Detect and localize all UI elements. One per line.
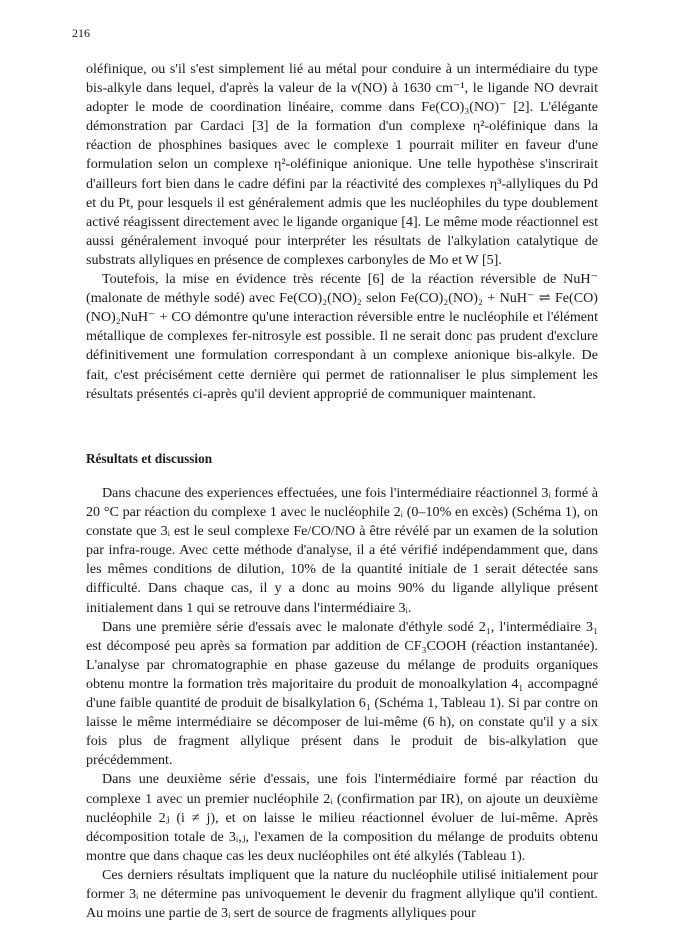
paragraph: Dans une première série d'essais avec le malonate d'éthyle sodé 2₁, l'intermédiaire 3₁ est décomposé peu après sa formation par addition de CF₃COOH (réaction instantanée). L'analyse par chromatographie en phase gazeuse du mélange de produits organiques obtenu montre la formation très majoritaire du produit de monoalkylation 4₁ accompagné d'une faible quantité de produit de bisalkylation 6₁ (Schéma 1, Tableau 1). Si par contre on laisse le même intermédiaire se décomposer de lui-même (6 h), on constate qu'il y a six fois plus de fragment allylique présent dans le produit de bis-alkylation que précédemment. [86,618,598,769]
paragraph: oléfinique, ou s'il s'est simplement lié au métal pour conduire à un intermédiaire du type bis-alkyle dans lequel, d'après la valeur de la ν(NO) à 1630 cm⁻¹, le ligande NO devrait adopter le mode de coordination linéaire, comme dans Fe(CO)₃(NO)⁻ [2]. L'élégante démonstration par Cardaci [3] de la formation d'un complexe η²-oléfinique dans la réaction de phosphines basiques avec le complexe 1 pourrait militer en faveur d'une formulation selon un complexe η²-oléfinique anionique. Une telle hypothèse s'inscrirait d'ailleurs fort bien dans le cadre défini par la réactivité des complexes η³-allyliques du Pd et du Pt, pour lesquels il est généralement admis que les nucléophiles du type doublement activé réagissent directement avec le ligande organique [4]. Le même mode réactionnel est aussi généralement invoqué pour interpréter les résultats de l'alkylation catalytique de substrats allyliques en présence de complexes carbonyles de Mo et W [5]. [86,61,598,268]
intro-section [86,60,598,404]
section-heading: Résultats et discussion [86,451,213,466]
paragraph: Dans chacune des experiences effectuées, une fois l'intermédiaire réactionnel 3ᵢ formé à 20 °C par réaction du complexe 1 avec le nucléophile 2ᵢ (0–10% en excès) (Schéma 1), on constate que 3ᵢ est le seul complexe Fe/CO/NO à être révélé par un examen de la solution par infra-rouge. Avec cette méthode d'analyse, il a été vérifié indépendamment que, dans les mêmes conditions de dilution, 10% de la quantité initiale de 1 serait détectée sans difficulté. Dans chaque cas, il y a donc au moins 90% du ligande allylique présent initialement dans 1 qui se retrouve dans l'intermédiaire 3ᵢ. [86,485,598,616]
paragraph: Ces derniers résultats impliquent que la nature du nucléophile utilisé initialement pour former 3ᵢ ne détermine pas univoquement le devenir du fragment allylique qu'il contient. Au moins une partie de 3ᵢ sert de source de fragments allyliques pour [86,866,598,922]
paragraph: Dans une deuxième série d'essais, une fois l'intermédiaire formé par réaction du complexe 1 avec un premier nucléophile 2ᵢ (confirmation par IR), on ajoute un deuxième nucléophile 2ⱼ (i ≠ j), et on laisse le milieu réactionnel évoluer de lui-même. Après décomposition totale de 3ᵢ,ⱼ, l'examen de la composition du mélange de produits obtenu montre que dans chaque cas les deux nucléophiles ont été alkylés (Tableau 1). [86,771,598,864]
page-number: 216 [72,26,90,40]
results-section [86,484,598,923]
paragraph: Toutefois, la mise en évidence très récente [6] de la réaction réversible de NuH⁻ (malonate de méthyle sodé) avec Fe(CO)₂(NO)₂ selon Fe(CO)₂(NO)₂ + NuH⁻ ⇌ Fe(CO)(NO)₂NuH⁻ + CO démontre qu'une interaction réversible entre le nucléophile et l'élément métallique de complexes fer-nitrosyle est possible. Il ne serait donc pas prudent d'exclure définitivement une formulation correspondant à un complexe anionique bis-alkyle. De fait, c'est précisément cette dernière qui permet de rationnaliser le plus simplement les résultats présentés ci-après qu'il devient approprié de communiquer maintenant. [86,271,598,402]
